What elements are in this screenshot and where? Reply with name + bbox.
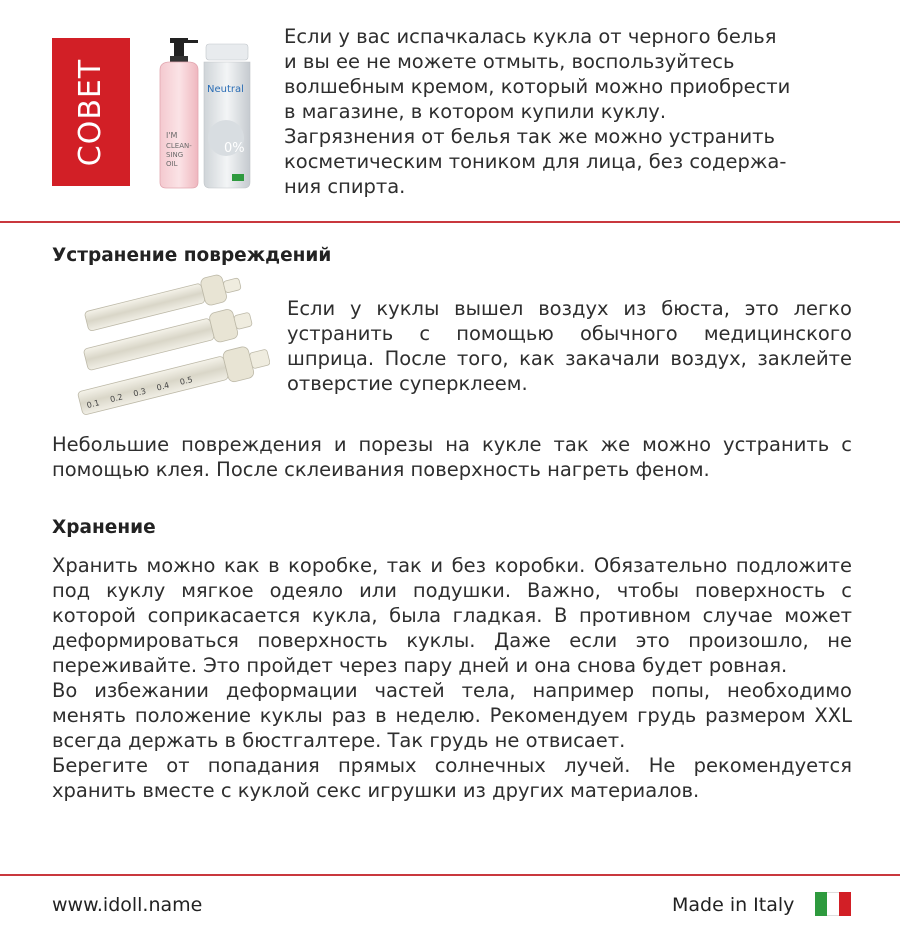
intro-line: Если у вас испачкалась кукла от черного белья — [284, 25, 777, 48]
tube-brand: Neutral — [207, 84, 244, 95]
tip-label: СОВЕТ — [73, 58, 109, 166]
storage-text — [52, 553, 852, 803]
intro-line: ния спирта. — [284, 175, 406, 198]
syringe-mark: 0.4 — [155, 380, 171, 393]
storage-paragraph: Хранить можно как в коробке, так и без коробки. Обязательно подложите под куклу мягкое одеяло или подушки. Важно, чтобы поверхность с которой соприкасается кукла, была гладкая. В противном случае может деформироваться поверхность куклы. Даже если это произошло, не переживайте. Это пройдет через пару дней и она снова будет ровная. — [52, 554, 852, 677]
syringe-mark: 0.2 — [109, 392, 124, 405]
intro-line: косметическим тоником для лица, без содержа- — [284, 150, 787, 173]
flag-stripe-red — [839, 892, 851, 916]
storage-paragraph-2: Во избежании деформации частей тела, например попы, необходимо менять положение куклы раз в неделю. Рекомендуем грудь размером XXL всегда держать в бюстгалтере. Так грудь не отвисает. — [52, 679, 852, 752]
repair-paragraph-2: Небольшие повреждения и порезы на кукле так же можно устранить с помощью клея. После склеивания поверхность нагреть феном. — [52, 433, 852, 481]
section-divider — [0, 221, 900, 223]
intro-paragraph — [284, 24, 849, 199]
made-in-label: Made in Italy — [672, 894, 795, 916]
intro-line: Загрязнения от белья так же можно устранить — [284, 125, 776, 148]
intro-line: и вы ее не можете отмыть, воспользуйтесь — [284, 50, 735, 73]
intro-line: волшебным кремом, который можно приобрести — [284, 75, 791, 98]
syringe-mark: 0.1 — [85, 398, 101, 411]
bottle-text-4: OIL — [166, 160, 178, 168]
flag-stripe-green — [815, 892, 827, 916]
tip-badge — [52, 38, 130, 186]
cosmetics-image — [140, 30, 260, 195]
syringe-mark: 0.5 — [178, 374, 194, 387]
syringes-image — [55, 272, 270, 422]
storage-heading: Хранение — [52, 517, 156, 538]
syringe-mark: 0.3 — [132, 386, 147, 399]
repair-heading: Устранение повреждений — [52, 245, 332, 266]
storage-paragraph-3: Берегите от попадания прямых солнечных лучей. Не рекомендуется хранить вместе с куклой секс игрушки из других материалов. — [52, 754, 852, 802]
flag-stripe-white — [827, 892, 839, 916]
website-link[interactable]: www.idoll.name — [52, 894, 203, 916]
intro-line: в магазине, в котором купили куклу. — [284, 100, 667, 123]
bottle-text-1: I'M — [166, 131, 178, 140]
tube-number: 0% — [224, 141, 245, 156]
repair-paragraph: Если у куклы вышел воздух из бюста, это легко устранить с помощью обычного медицинского шприца. После того, как закачали воздух, заклейте отверстие суперклеем. — [287, 297, 852, 395]
footer-divider — [0, 874, 900, 876]
bottle-text-3: SING — [166, 151, 184, 159]
bottle-text-2: CLEAN- — [166, 142, 192, 150]
italy-flag-icon — [815, 892, 851, 916]
